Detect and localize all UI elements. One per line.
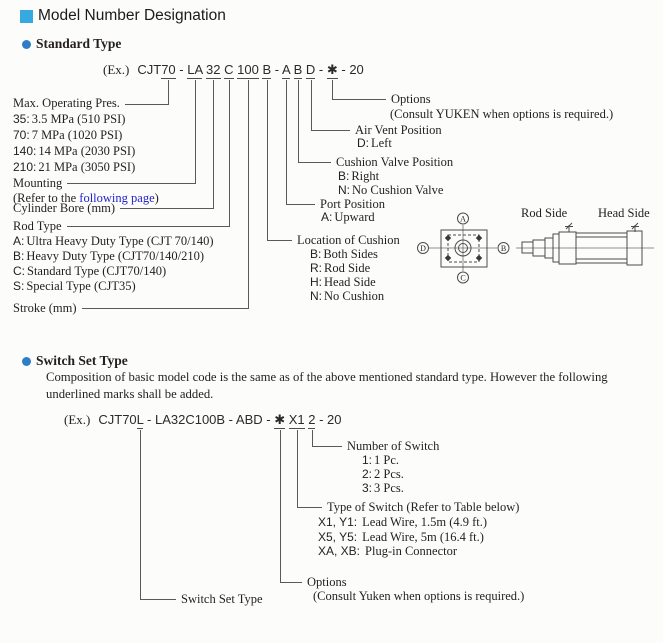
connector-line xyxy=(267,240,292,241)
connector-line xyxy=(332,80,333,99)
connector-line xyxy=(168,80,169,104)
label-rod-side: Rod Side xyxy=(521,206,568,220)
label-stroke: Stroke (mm) xyxy=(13,301,77,315)
connector-line xyxy=(280,582,302,583)
connector-line xyxy=(213,80,214,208)
code-segment-switch-number: 2 xyxy=(308,412,316,427)
code-desc: Special Type (CJT35) xyxy=(26,279,136,293)
code-desc: 14 MPa (2030 PSI) xyxy=(38,144,136,158)
switch-type-row xyxy=(318,545,457,558)
label-max-operating-pressure: Max. Operating Pres. xyxy=(13,96,120,110)
code-segment-cushion-valve: B xyxy=(293,62,303,77)
code-key: R: xyxy=(310,261,322,275)
cushion-location-option-row xyxy=(310,290,384,303)
code-key: 1: xyxy=(362,453,373,467)
code-key: B: xyxy=(13,249,25,263)
label-switch-options: Options xyxy=(307,575,347,589)
code-desc: 1 Pc. xyxy=(374,453,400,467)
label-air-vent-position: Air Vent Position xyxy=(355,123,442,137)
label-rod-type: Rod Type xyxy=(13,219,62,233)
code-key: H: xyxy=(310,275,322,289)
code-desc: Lead Wire, 5m (16.4 ft.) xyxy=(362,530,484,544)
flange-letter-left xyxy=(418,243,429,254)
pressure-option-row xyxy=(13,161,135,174)
label-cushion-valve-position: Cushion Valve Position xyxy=(336,155,454,169)
code-desc: Upward xyxy=(334,210,375,224)
code-desc: Plug-in Connector xyxy=(365,544,458,558)
code-desc: 21 MPa (3050 PSI) xyxy=(38,160,136,174)
svg-text:B: B xyxy=(500,243,507,253)
example-prefix: (Ex.) xyxy=(64,412,91,427)
code-desc: 3 Pcs. xyxy=(374,481,404,495)
code-key: C: xyxy=(13,264,25,278)
connector-line xyxy=(286,204,315,205)
code-key: 140: xyxy=(13,144,37,158)
code-segment-switch-set: L xyxy=(136,412,144,427)
connector-line xyxy=(312,446,342,447)
title-square-bullet-icon xyxy=(20,10,33,23)
cushion-valve-option-row xyxy=(338,170,379,183)
flange-letter-top xyxy=(458,213,469,224)
code-segment: - xyxy=(175,62,188,77)
code-desc: Head Side xyxy=(324,275,376,289)
model-code-standard xyxy=(103,62,364,78)
switch-count-row xyxy=(362,454,399,467)
connector-line xyxy=(286,80,287,204)
code-desc: Rod Side xyxy=(324,261,371,275)
connector-line xyxy=(195,80,196,183)
connector-line xyxy=(298,80,299,162)
cushion-location-option-row xyxy=(310,248,378,261)
connector-line xyxy=(82,308,249,309)
switch-type-row xyxy=(318,516,487,529)
connector-line xyxy=(332,99,386,100)
label-options: Options xyxy=(391,92,431,106)
switch-options-note: (Consult Yuken when options is required.) xyxy=(313,589,525,603)
connector-line xyxy=(140,430,141,599)
connector-line xyxy=(312,430,313,446)
code-desc: No Cushion Valve xyxy=(352,183,444,197)
model-code-switch xyxy=(64,412,342,428)
code-desc: 2 Pcs. xyxy=(374,467,404,481)
code-desc: Standard Type (CJT70/140) xyxy=(27,264,167,278)
switch-paragraph-line2: underlined marks shall be added. xyxy=(46,387,214,401)
code-segment: CJT70 xyxy=(98,412,137,427)
air-vent-option-row xyxy=(357,137,392,150)
code-key: X1, Y1: xyxy=(318,515,358,529)
rod-type-option-row xyxy=(13,250,204,263)
example-prefix: (Ex.) xyxy=(103,62,130,77)
options-note: (Consult YUKEN when options is required.) xyxy=(390,107,614,121)
code-segment-options: ✱ xyxy=(274,412,286,427)
code-key: N: xyxy=(338,183,350,197)
connector-line xyxy=(297,430,298,507)
cylinder-technical-drawing xyxy=(408,203,660,285)
connector-line xyxy=(140,599,176,600)
cushion-valve-option-row xyxy=(338,184,443,197)
code-segment-options: ✱ xyxy=(326,62,338,77)
following-page-link[interactable]: following page xyxy=(79,191,155,205)
code-desc: Left xyxy=(371,136,392,150)
code-key: A: xyxy=(13,234,25,248)
cushion-location-option-row xyxy=(310,262,370,275)
label-location-of-cushion: Location of Cushion xyxy=(297,233,400,247)
code-segment-switch-type: X1 xyxy=(288,412,305,427)
code-segment-stroke: 100 xyxy=(237,62,259,77)
rod-type-option-row xyxy=(13,235,214,248)
pressure-option-row xyxy=(13,129,122,142)
code-segment-design-number: 20 xyxy=(349,62,364,77)
note-prefix: (Refer to the xyxy=(13,191,80,205)
connector-line xyxy=(280,430,281,582)
rod-type-option-row xyxy=(13,265,166,278)
code-segment: - xyxy=(315,62,327,77)
label-port-position: Port Position xyxy=(320,197,385,211)
flange-letter-bottom xyxy=(458,272,469,283)
connector-line xyxy=(267,80,268,240)
code-segment: - 20 xyxy=(315,412,342,427)
code-segment-cushion-location: B xyxy=(262,62,272,77)
cylinder-side-view-diagram xyxy=(516,223,654,265)
pressure-option-row xyxy=(13,113,125,126)
code-segment: CJT xyxy=(137,62,162,77)
code-segment-pressure: 70 xyxy=(161,62,176,77)
connector-line xyxy=(248,80,249,308)
label-switch-set-type: Switch Set Type xyxy=(181,592,263,606)
svg-text:D: D xyxy=(420,243,426,253)
code-desc: Lead Wire, 1.5m (4.9 ft.) xyxy=(362,515,488,529)
connector-line xyxy=(125,104,169,105)
code-desc: 3.5 MPa (510 PSI) xyxy=(31,112,126,126)
rod-side-cushion-valve-icon xyxy=(565,223,573,232)
switch-count-row xyxy=(362,468,404,481)
connector-line xyxy=(297,507,322,508)
cushion-location-option-row xyxy=(310,276,376,289)
connector-line xyxy=(311,130,350,131)
switch-type-row xyxy=(318,531,484,544)
code-key: B: xyxy=(338,169,350,183)
label-number-of-switch: Number of Switch xyxy=(347,439,440,453)
code-desc: 7 MPa (1020 PSI) xyxy=(31,128,123,142)
connector-line xyxy=(311,80,312,130)
pressure-option-row xyxy=(13,145,135,158)
connector-line xyxy=(67,226,230,227)
page-title: Model Number Designation xyxy=(38,7,226,24)
section-heading-standard: Standard Type xyxy=(36,36,122,51)
code-key: 2: xyxy=(362,467,373,481)
label-mounting: Mounting xyxy=(13,176,63,190)
label-cylinder-bore: Cylinder Bore (mm) xyxy=(13,201,116,215)
code-key: S: xyxy=(13,279,25,293)
flange-letter-right xyxy=(498,243,509,254)
code-key: A: xyxy=(321,210,333,224)
code-key: XA, XB: xyxy=(318,544,361,558)
code-desc: Heavy Duty Type (CJT70/140/210) xyxy=(26,249,205,263)
flange-front-view-diagram xyxy=(418,213,510,283)
code-desc: No Cushion xyxy=(324,289,385,303)
code-key: B: xyxy=(310,247,322,261)
label-head-side: Head Side xyxy=(598,206,650,220)
code-key: 3: xyxy=(362,481,373,495)
code-key: D: xyxy=(357,136,369,150)
code-key: N: xyxy=(310,289,322,303)
code-segment: - xyxy=(271,62,282,77)
code-segment: - LA32C100B - ABD - xyxy=(143,412,275,427)
port-option-row xyxy=(321,211,375,224)
code-segment-rod-type: C xyxy=(224,62,234,77)
note-suffix: ) xyxy=(154,191,159,205)
code-key: 70: xyxy=(13,128,30,142)
label-type-of-switch: Type of Switch (Refer to Table below) xyxy=(327,500,520,514)
code-segment-air-vent: D xyxy=(305,62,316,77)
connector-line xyxy=(298,162,331,163)
code-key: X5, Y5: xyxy=(318,530,358,544)
connector-line xyxy=(120,208,214,209)
code-segment-port-position: A xyxy=(282,62,290,77)
code-segment-mounting: LA xyxy=(187,62,203,77)
rod-type-option-row xyxy=(13,280,136,293)
code-key: 35: xyxy=(13,112,30,126)
connector-line xyxy=(67,183,196,184)
svg-text:C: C xyxy=(460,273,466,283)
code-segment-bore: 32 xyxy=(206,62,221,77)
section-heading-switch: Switch Set Type xyxy=(36,353,128,368)
code-key: 210: xyxy=(13,160,37,174)
code-desc: Right xyxy=(351,169,380,183)
connector-line xyxy=(229,80,230,226)
section-bullet-icon xyxy=(22,357,31,366)
section-bullet-icon xyxy=(22,40,31,49)
svg-text:A: A xyxy=(460,214,466,224)
code-desc: Ultra Heavy Duty Type (CJT 70/140) xyxy=(26,234,214,248)
code-segment: - xyxy=(337,62,350,77)
switch-count-row xyxy=(362,482,404,495)
code-desc: Both Sides xyxy=(323,247,378,261)
switch-paragraph-line1: Composition of basic model code is the same as of the above mentioned standard type. However the following xyxy=(46,370,608,384)
